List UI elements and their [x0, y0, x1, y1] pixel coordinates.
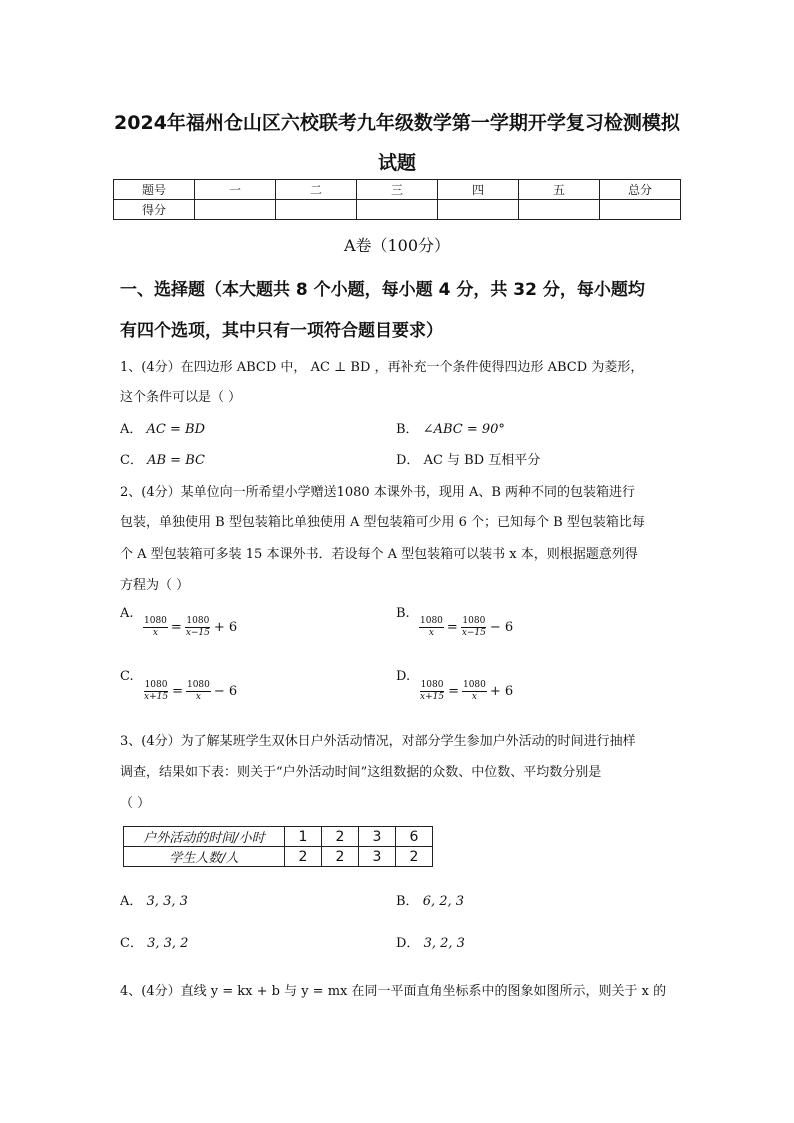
fraction: $\frac{1080}{x}$ [144, 616, 167, 638]
table-cell: 1 [285, 827, 322, 847]
activity-time-table [123, 826, 433, 867]
q1-option-a[interactable] [120, 418, 205, 437]
row-header: 户外活动的时间/小时 [124, 827, 285, 847]
q4-stem-line1: 4、(4分）直线 y = kx + b 与 y = mx 在同一平面直角坐标系中的图象如图所示，则关于 x 的 [120, 984, 667, 999]
score-cell [357, 200, 438, 220]
score-header-cell: 二 [276, 180, 357, 200]
score-cell [519, 200, 600, 220]
table-cell: 2 [285, 847, 322, 867]
score-header-cell: 五 [519, 180, 600, 200]
score-table-header-row [114, 180, 681, 200]
score-header-cell: 总分 [600, 180, 681, 200]
q2-option-c-equation [143, 680, 237, 703]
equation-tail: + 6 [213, 620, 238, 635]
q3-stem-line2: 调查，结果如下表：则关于“户外活动时间”这组数据的众数、中位数、平均数分别是 [120, 765, 602, 780]
q2-option-d-equation [419, 680, 513, 703]
q2-stem-line3: 个 A 型包装箱可多装 15 本课外书．若设每个 A 型包装箱可以装书 x 本，则根据题意列得 [120, 547, 638, 562]
table-cell: 2 [322, 827, 359, 847]
equation-tail: − 6 [213, 684, 238, 699]
q2-option-c[interactable] [120, 669, 134, 684]
q3-stem-line3: （ ） [120, 796, 151, 811]
table-cell: 6 [396, 827, 433, 847]
exam-title-line1: 2024年福州仓山区六校联考九年级数学第一学期开学复习检测模拟 [114, 112, 680, 134]
section-a-heading: A卷（100分） [343, 236, 451, 255]
table-cell: 2 [396, 847, 433, 867]
table-row [124, 827, 433, 847]
equals-sign: = [446, 620, 458, 635]
equation-tail: − 6 [489, 620, 514, 635]
option-label: B． [396, 422, 419, 437]
option-label: B. [396, 606, 410, 621]
q2-option-a[interactable] [120, 606, 134, 621]
table-cell: 2 [322, 847, 359, 867]
fraction: $\frac{1080}{x-15}$ [461, 616, 486, 638]
option-label: D． [396, 453, 420, 468]
q3-option-c[interactable] [120, 932, 188, 951]
q2-option-d[interactable] [396, 669, 410, 684]
q3-option-a[interactable] [120, 890, 188, 909]
option-text: AB = BC [147, 453, 205, 468]
section1-heading-line1: 一、选择题（本大题共 8 个小题，每小题 4 分，共 32 分，每小题均 [120, 280, 645, 300]
option-text: 3, 2, 3 [423, 936, 465, 951]
q2-option-b-equation [419, 616, 513, 639]
fraction: $\frac{1080}{x}$ [186, 680, 210, 702]
score-header-cell: 三 [357, 180, 438, 200]
option-label: A． [120, 894, 143, 909]
section1-heading-line2: 有四个选项，其中只有一项符合题目要求） [120, 321, 443, 341]
score-header-cell: 一 [195, 180, 276, 200]
q3-stem-line1: 3、(4分）为了解某班学生双休日户外活动情况，对部分学生参加户外活动的时间进行抽样 [120, 734, 636, 749]
equals-sign: = [448, 684, 459, 699]
score-table [113, 179, 681, 220]
row-header: 学生人数/人 [124, 847, 285, 867]
q1-stem-line2: 这个条件可以是（ ） [120, 390, 242, 405]
fraction: $\frac{1080}{x}$ [462, 680, 486, 702]
q1-option-c[interactable] [120, 449, 205, 468]
fraction: $\frac{1080}{x+15}$ [144, 680, 169, 702]
table-cell: 3 [359, 827, 396, 847]
option-label: C. [120, 669, 134, 684]
score-cell [195, 200, 276, 220]
fraction: $\frac{1080}{x}$ [420, 616, 443, 638]
q3-option-d[interactable] [396, 932, 465, 951]
score-row-label: 得分 [114, 200, 195, 220]
option-label: D． [396, 936, 420, 951]
q1-option-b[interactable] [396, 418, 505, 437]
score-table-score-row [114, 200, 681, 220]
q3-option-b[interactable] [396, 890, 464, 909]
q1-option-d[interactable] [396, 449, 540, 468]
option-text: ∠ABC = 90° [422, 422, 505, 437]
q2-option-b[interactable] [396, 606, 410, 621]
score-cell [600, 200, 681, 220]
option-text: AC = BD [146, 422, 205, 437]
option-text: 3, 3, 3 [146, 894, 188, 909]
option-label: C． [120, 936, 143, 951]
option-label: D. [396, 669, 411, 684]
q1-stem-line1: 1、(4分）在四边形 ABCD 中， AC ⊥ BD ，再补充一个条件使得四边形 ABCD 为菱形， [120, 360, 644, 375]
option-label: C． [120, 453, 143, 468]
exam-title-line2: 试题 [377, 152, 416, 174]
option-text: AC 与 BD 互相平分 [423, 453, 541, 468]
equation-tail: + 6 [489, 684, 514, 699]
equals-sign: = [170, 620, 182, 635]
q2-option-a-equation [143, 616, 237, 639]
fraction: $\frac{1080}{x-15}$ [185, 616, 210, 638]
option-text: 3, 3, 2 [147, 936, 189, 951]
score-header-cell: 题号 [114, 180, 195, 200]
table-cell: 3 [359, 847, 396, 867]
q2-stem-line4: 方程为（ ） [120, 578, 190, 593]
option-label: A. [120, 606, 134, 621]
table-row [124, 847, 433, 867]
option-text: 6, 2, 3 [422, 894, 465, 909]
q2-stem-line1: 2、(4分）某单位向一所希望小学赠送1080 本课外书，现用 A、B 两种不同的包装箱进行 [120, 485, 636, 500]
option-label: A． [120, 422, 143, 437]
equals-sign: = [172, 684, 183, 699]
score-header-cell: 四 [438, 180, 519, 200]
option-label: B． [396, 894, 419, 909]
score-cell [438, 200, 519, 220]
q2-stem-line2: 包装，单独使用 B 型包装箱比单独使用 A 型包装箱可少用 6 个；已知每个 B 型包装箱比每 [120, 515, 645, 530]
score-cell [276, 200, 357, 220]
fraction: $\frac{1080}{x+15}$ [420, 680, 445, 702]
